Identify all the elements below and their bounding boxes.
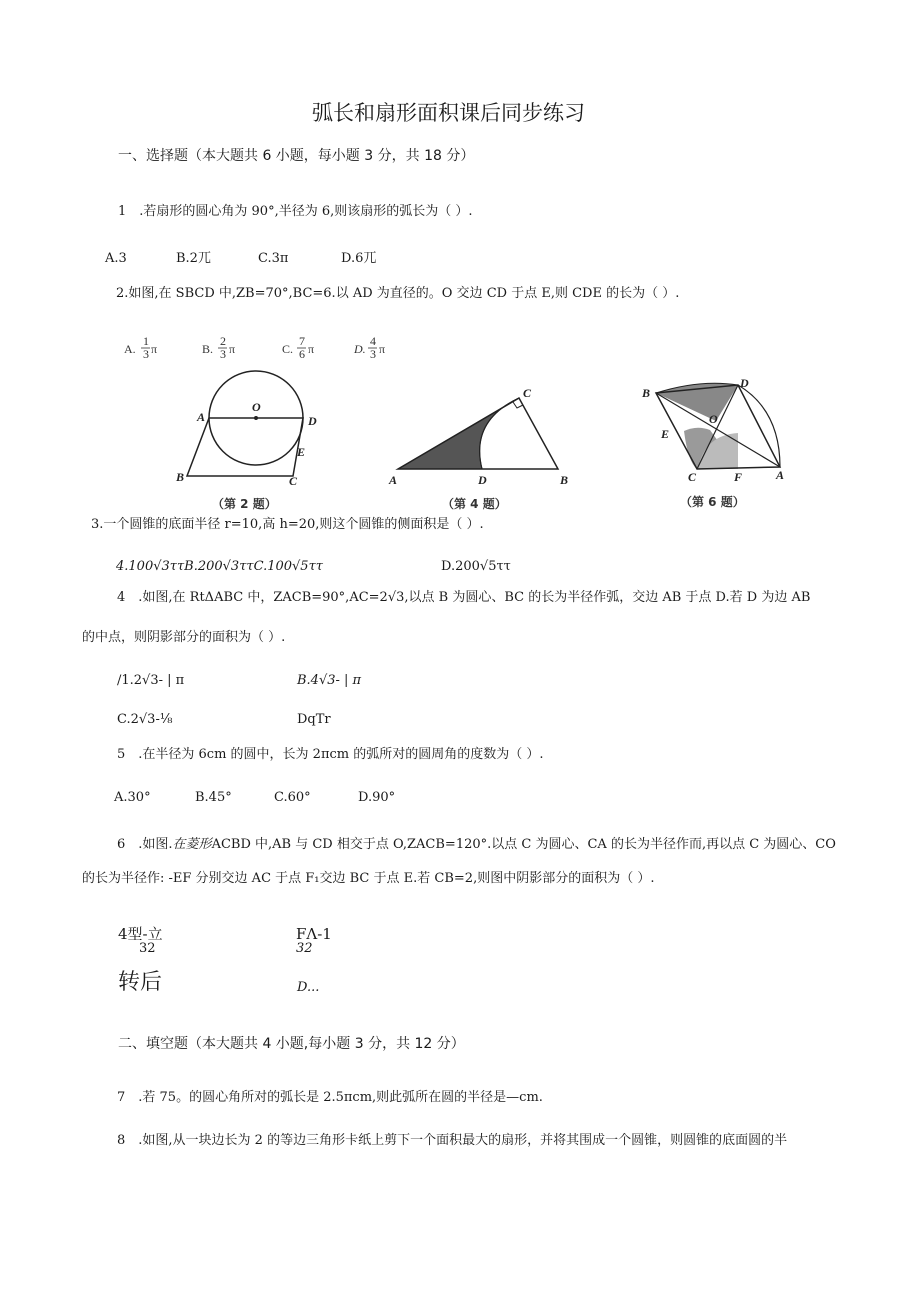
section-heading-choice: 一、选择题（本大题共 6 小题，每小题 3 分，共 18 分） (118, 148, 475, 164)
figure-4-caption: （第 4 题） (442, 497, 507, 511)
q1-option-b: B.2兀 (176, 251, 211, 266)
question-4-stem-line2: 的中点，则阴影部分的面积为（ ）. (82, 630, 286, 645)
question-6-stem-line1 (117, 837, 836, 853)
svg-text:2: 2 (220, 335, 226, 348)
svg-text:A: A (197, 410, 206, 424)
question-5-stem: 5 .在半径为 6cm 的圆中，长为 2πcm 的弧所对的圆周角的度数为（ ）. (117, 747, 544, 762)
q6-option-b-bottom: 32 (296, 941, 313, 956)
q4-option-b: B.4√3- | π (297, 673, 362, 688)
q5-option-b: B.45° (195, 790, 232, 805)
svg-text:A: A (776, 468, 785, 482)
svg-text:B.: B. (202, 342, 214, 356)
q6-stem-rest: ACBD 中,AB 与 CD 相交于点 O,ZACB=120°.以点 C 为圆心、CA 的长为半径作而,再以点 C 为圆心、CO (211, 837, 836, 852)
question-4-stem-line1: 4 .如图,在 RtΔABC 中，ZACB=90°,AC=2√3,以点 B 为圆心、BC 的长为半径作弧，交边 AB 于点 D.若 D 为边 AB (117, 590, 811, 605)
q2-option-d (353, 335, 385, 361)
svg-text:4: 4 (370, 335, 376, 348)
svg-text:E: E (297, 445, 306, 459)
svg-text:A: A (389, 473, 398, 487)
section-heading-fill: 二、填空题（本大题共 4 小题,每小题 3 分，共 12 分） (118, 1036, 465, 1052)
q1-option-d: D.6兀 (341, 251, 377, 266)
q6-stem-prefix: 6 .如图. (117, 837, 173, 852)
question-8-stem: 8 .如图,从一块边长为 2 的等边三角形卡纸上剪下一个面积最大的扇形，并将其围成一个圆锥，则圆锥的底面圆的半 (117, 1133, 788, 1148)
question-7-stem: 7 .若 75。的圆心角所对的弧长是 2.5πcm,则此弧所在圆的半径是—cm. (117, 1090, 543, 1105)
q6-option-a-top: 4型-立 (118, 925, 163, 943)
svg-text:E: E (661, 427, 670, 441)
figure-q2 (175, 371, 317, 511)
question-6-stem-line2: 的长为半径作: -EF 分别交边 AC 于点 F₁交边 BC 于点 E.若 CB=2,则图中阴影部分的面积为（ ）. (82, 871, 655, 886)
q2-option-a (124, 335, 157, 361)
svg-text:B: B (560, 473, 569, 487)
q3-option-d: D.200√5ττ (441, 559, 511, 574)
svg-text:C: C (688, 470, 697, 484)
svg-text:C: C (289, 474, 298, 488)
svg-text:π: π (379, 342, 386, 356)
q2-option-c (282, 335, 314, 361)
q1-option-a: A.3 (105, 251, 127, 266)
figure-q4 (388, 386, 568, 511)
svg-text:3: 3 (143, 347, 149, 361)
q5-option-a: A.30° (114, 790, 151, 805)
svg-text:D.: D. (354, 342, 366, 356)
svg-text:π: π (229, 342, 236, 356)
svg-text:C: C (523, 386, 532, 400)
svg-text:O: O (252, 400, 261, 414)
svg-text:D: D (740, 376, 749, 390)
svg-text:F: F (734, 470, 743, 484)
q4-option-d: DqTr (297, 712, 331, 727)
svg-text:B: B (176, 470, 185, 484)
q6-option-a-bottom: 32 (139, 941, 156, 956)
svg-text:D: D (308, 414, 317, 428)
q1-option-c: C.3π (258, 251, 289, 266)
svg-text:1: 1 (143, 335, 149, 348)
svg-text:π: π (308, 342, 315, 356)
svg-text:3: 3 (370, 347, 376, 361)
q6-option-b-top: FΛ-1 (296, 925, 332, 943)
svg-text:A.: A. (124, 342, 136, 356)
question-3-stem: 3.一个圆锥的底面半径 r=10,高 h=20,则这个圆锥的侧面积是（ ）. (91, 517, 484, 532)
q6-stem-italic: 在菱形 (172, 837, 212, 852)
q3-options-abc: 4.100√3ττB.200√3ττC.100√5ττ (116, 559, 323, 574)
q6-option-d: D... (297, 980, 320, 995)
q5-option-d: D.90° (358, 790, 396, 805)
svg-text:3: 3 (220, 347, 226, 361)
q5-option-c: C.60° (274, 790, 311, 805)
figures-strip (0, 335, 920, 515)
svg-text:6: 6 (299, 347, 305, 361)
q6-option-c: 转后 (118, 970, 163, 995)
svg-text:π: π (151, 342, 158, 356)
svg-text:B: B (642, 386, 651, 400)
question-1-stem: 1 .若扇形的圆心角为 90°,半径为 6,则该扇形的弧长为（ ）. (118, 204, 473, 219)
figure-6-caption: （第 6 题） (680, 495, 745, 509)
figure-q6 (641, 376, 784, 509)
figure-2-caption: （第 2 题） (212, 497, 277, 511)
q4-option-c: C.2√3-⅛ (117, 712, 173, 727)
svg-text:C.: C. (282, 342, 294, 356)
q2-option-b (202, 335, 235, 361)
question-2-stem: 2.如图,在 SBCD 中,ZB=70°,BC=6.以 AD 为直径的。O 交边 CD 于点 E,则 CDE 的长为（ ）. (116, 286, 680, 301)
q4-option-a: /1.2√3- | π (117, 673, 185, 688)
page-title: 弧长和扇形面积课后同步练习 (312, 101, 585, 125)
svg-text:O: O (709, 412, 718, 426)
svg-text:7: 7 (299, 335, 305, 348)
svg-text:D: D (478, 473, 487, 487)
